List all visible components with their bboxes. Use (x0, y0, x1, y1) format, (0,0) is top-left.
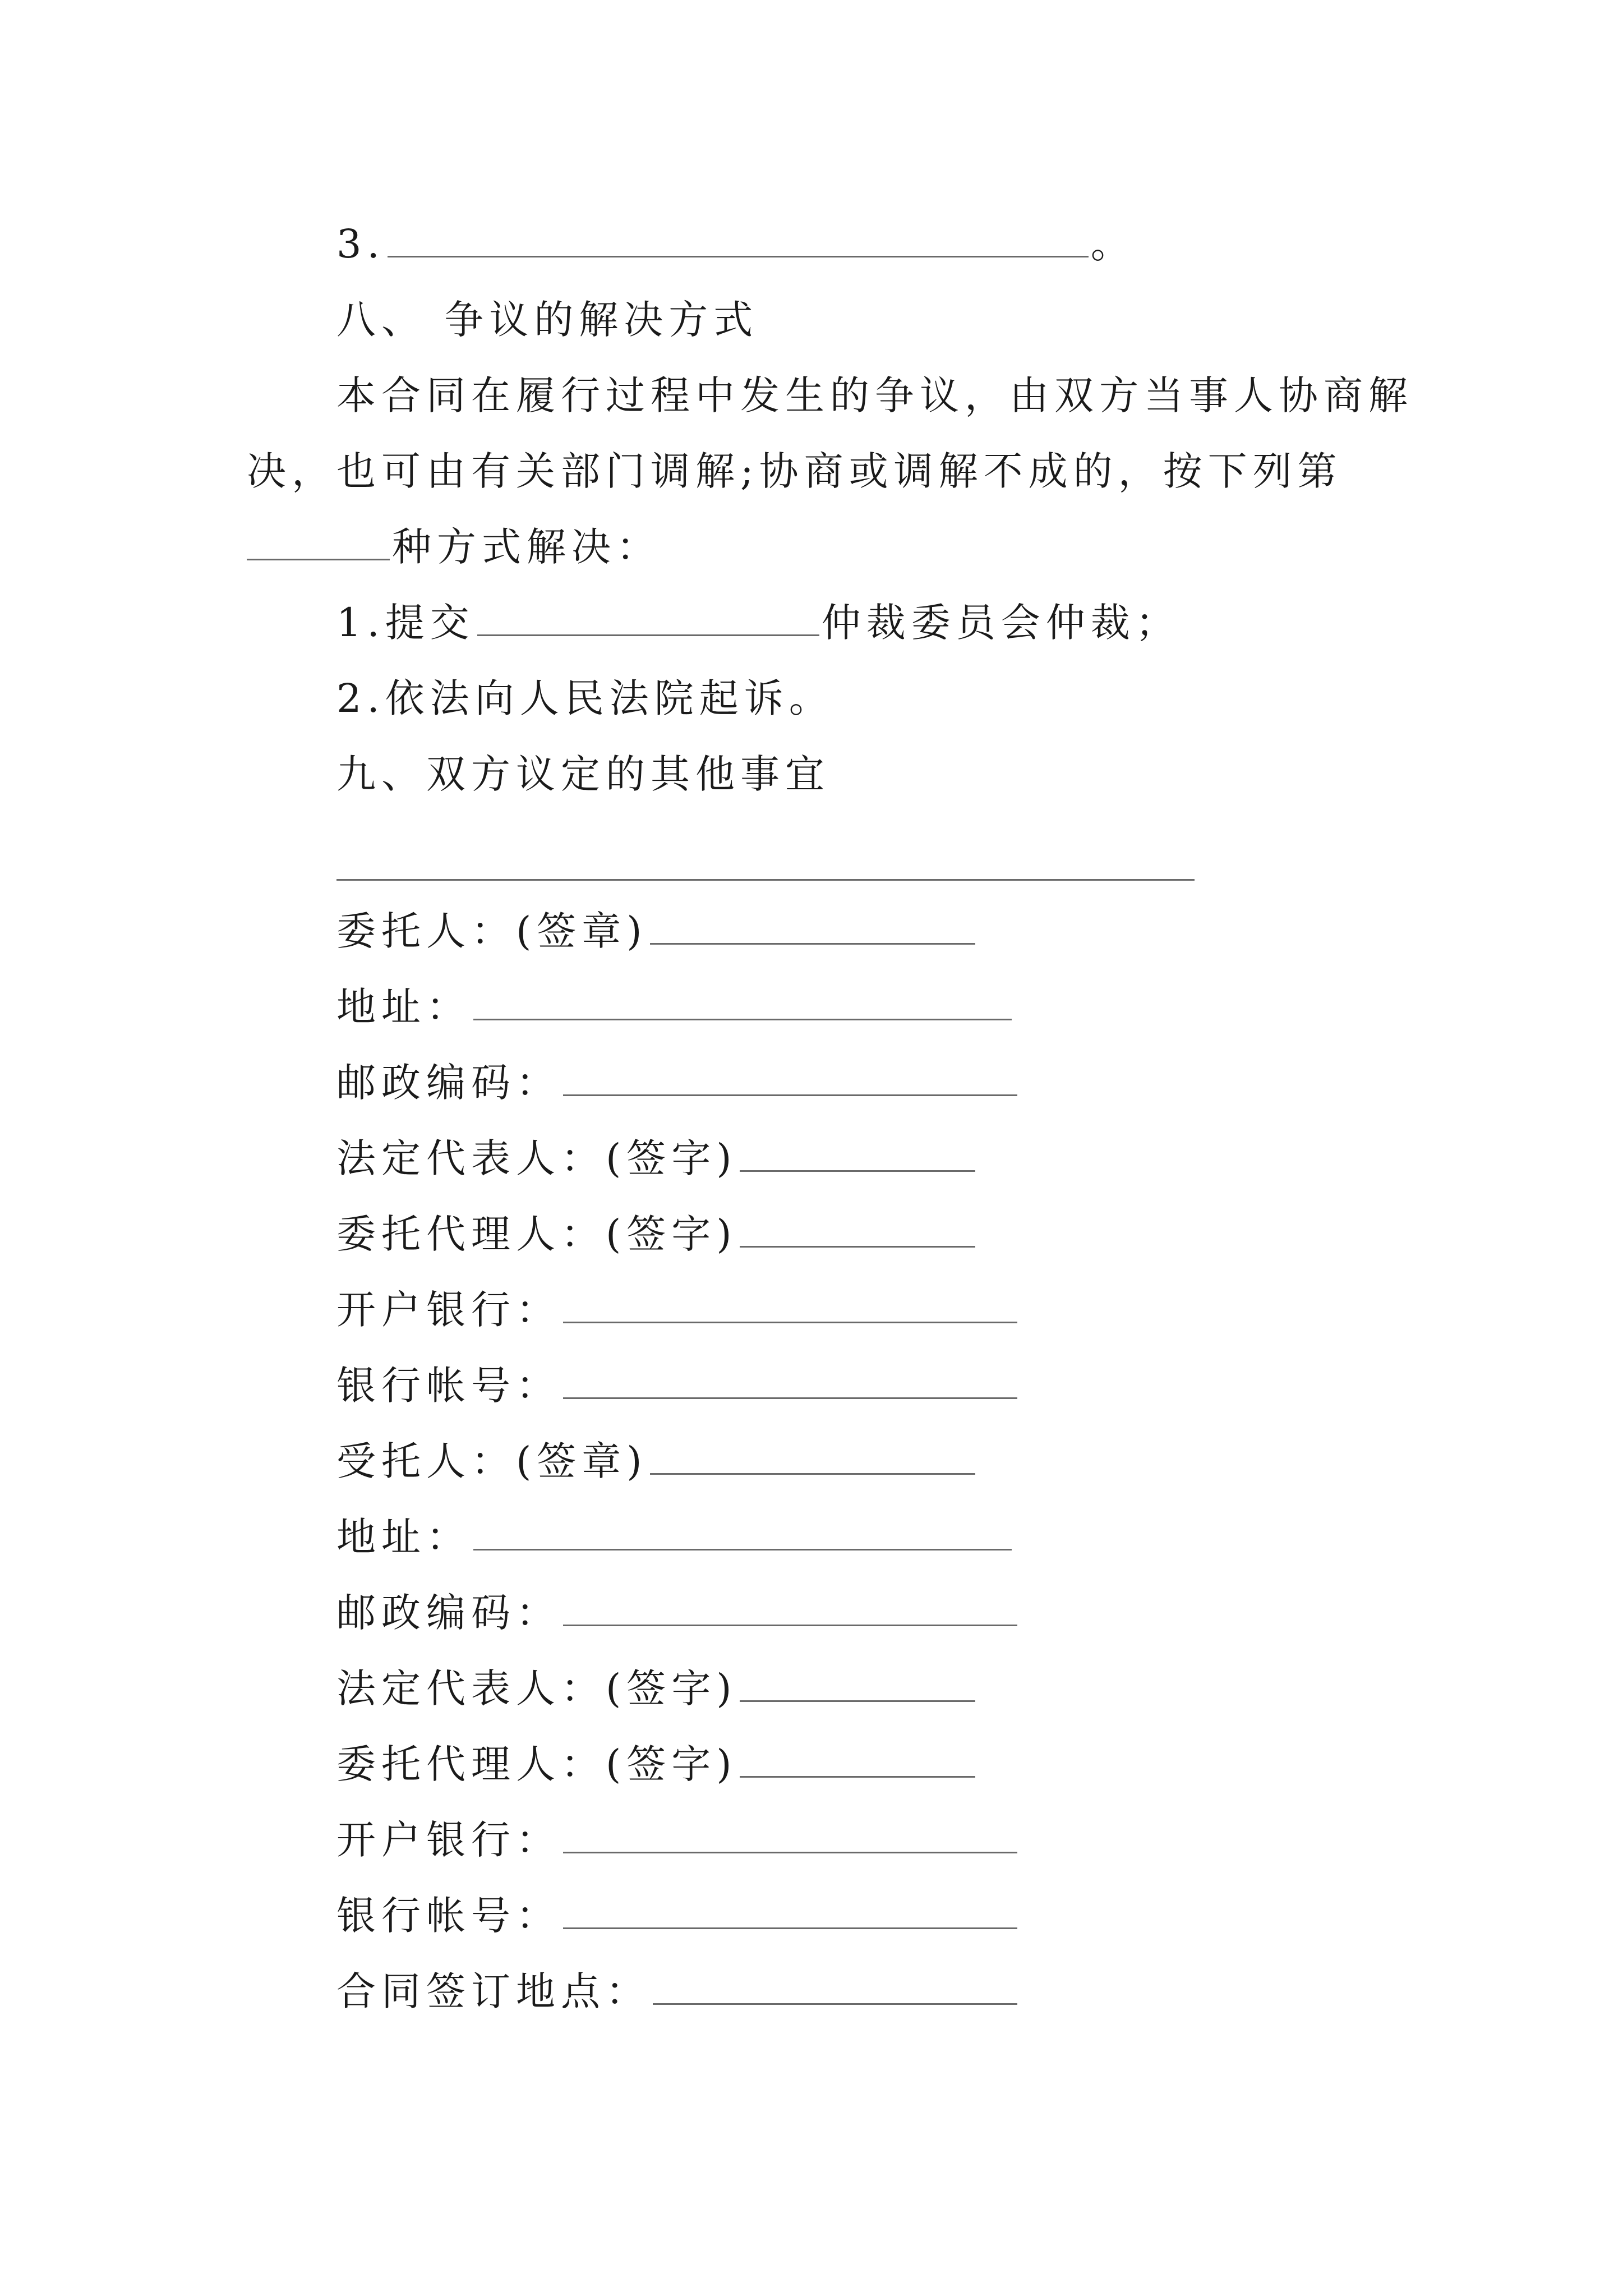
party-a-legal-rep-field (336, 1130, 978, 1186)
party-b-bank-label: 开户银行： (336, 1817, 561, 1863)
item-3-blank[interactable] (388, 217, 1089, 257)
option-1 (336, 595, 1181, 651)
party-b-legal-rep-field (336, 1660, 978, 1717)
party-a-postcode-blank[interactable] (563, 1055, 1017, 1096)
party-b-bank-field (336, 1812, 1020, 1868)
party-a-account-blank[interactable] (563, 1358, 1017, 1399)
party-a-bank-field (336, 1282, 1020, 1338)
option-2: 2.依法向人民法院起诉。 (336, 675, 834, 721)
party-b-account-field (336, 1888, 1020, 1944)
option-1-prefix: 1.提交 (336, 600, 475, 646)
party-b-agent-field (336, 1736, 978, 1792)
party-a-account-label: 银行帐号： (336, 1363, 561, 1409)
party-b-agent-label: 委托代理人：(签字) (336, 1741, 737, 1787)
party-a-legal-rep-blank[interactable] (740, 1131, 975, 1172)
party-a-address-field (336, 979, 1014, 1035)
party-b-name-label: 受托人：(签章) (336, 1438, 648, 1484)
sign-place-label: 合同签订地点： (336, 1968, 651, 2014)
party-b-address-blank[interactable] (473, 1510, 1012, 1550)
party-b-account-label: 银行帐号： (336, 1893, 561, 1939)
party-b-address-label: 地址： (336, 1514, 471, 1560)
party-b-address-field (336, 1509, 1014, 1565)
section-8-paragraph-line-1: 本合同在履行过程中发生的争议，由双方当事人协商解 (336, 372, 1413, 418)
party-b-bank-blank[interactable] (563, 1812, 1017, 1853)
party-a-name-blank[interactable] (650, 904, 975, 945)
arbitration-committee-blank[interactable] (477, 595, 819, 636)
other-matters-blank[interactable] (336, 879, 1195, 881)
party-a-agent-field (336, 1206, 978, 1262)
party-a-bank-label: 开户银行： (336, 1287, 561, 1333)
party-b-name-field (336, 1433, 978, 1489)
section-8-paragraph-line-3 (247, 519, 661, 575)
option-1-suffix: 仲裁委员会仲裁； (821, 600, 1181, 646)
party-a-name-label: 委托人：(签章) (336, 908, 648, 954)
party-a-address-label: 地址： (336, 984, 471, 1030)
party-b-postcode-label: 邮政编码： (336, 1590, 561, 1636)
party-a-bank-blank[interactable] (563, 1282, 1017, 1323)
sign-place-blank[interactable] (653, 1964, 1017, 2005)
party-b-agent-blank[interactable] (740, 1737, 975, 1778)
sign-place-field (336, 1963, 1020, 2019)
section-8-paragraph-line-2: 决，也可由有关部门调解;协商或调解不成的，按下列第 (247, 448, 1343, 494)
party-b-account-blank[interactable] (563, 1888, 1017, 1929)
party-a-account-field (336, 1358, 1020, 1414)
method-number-blank[interactable] (247, 519, 390, 560)
party-a-name-field (336, 903, 978, 959)
item-3 (336, 216, 1136, 272)
party-b-legal-rep-blank[interactable] (740, 1661, 975, 1702)
section-9-heading: 九、双方议定的其他事宜 (336, 751, 830, 797)
party-a-postcode-label: 邮政编码： (336, 1060, 561, 1106)
party-a-agent-blank[interactable] (740, 1207, 975, 1248)
party-a-address-blank[interactable] (473, 979, 1012, 1020)
section-8-heading: 八、 争议的解决方式 (336, 297, 759, 343)
item-3-end: 。 (1090, 221, 1136, 267)
item-3-number: 3. (336, 221, 385, 267)
party-a-legal-rep-label: 法定代表人：(签字) (336, 1135, 737, 1181)
party-b-postcode-field (336, 1585, 1020, 1641)
party-b-name-blank[interactable] (650, 1434, 975, 1475)
party-b-legal-rep-label: 法定代表人：(签字) (336, 1665, 737, 1711)
method-suffix: 种方式解决： (392, 524, 661, 570)
party-b-postcode-blank[interactable] (563, 1585, 1017, 1626)
party-a-postcode-field (336, 1055, 1020, 1111)
party-a-agent-label: 委托代理人：(签字) (336, 1211, 737, 1257)
